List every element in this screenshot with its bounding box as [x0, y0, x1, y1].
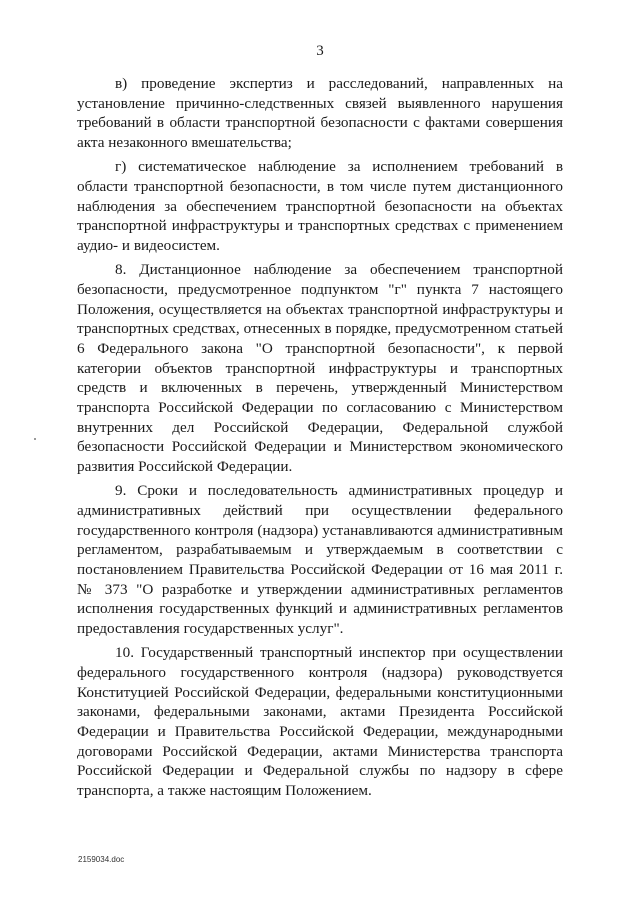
document-body	[77, 74, 563, 805]
page-number: 3	[316, 43, 324, 59]
paragraph-9: 9. Сроки и последовательность административных процедур и административных действий при осуществлении федерального государственного контроля (надзора) устанавливаются административным регламентом, разрабатываемым и утверждаемым в соответствии с постановлением Правительства Российской Федерации от 16 мая 2011 г. № 373 "О разработке и утверждении административных регламентов исполнения государственных функций и административных регламентов предоставления государственных услуг".	[77, 482, 563, 638]
paragraph-v: в) проведение экспертиз и расследований, направленных на установление причинно-следственных связей выявленного нарушения требований в области транспортной безопасности с фактами совершения акта незаконного вмешательства;	[77, 75, 563, 152]
footer-filename: 2159034.doc	[78, 855, 125, 864]
scan-speck	[34, 438, 36, 440]
paragraph-g: г) систематическое наблюдение за исполнением требований в области транспортной безопасности, в том числе путем дистанционного наблюдения за обеспечением транспортной безопасности на объектах транспортной инфраструктуры и транспортных средствах с применением аудио- и видеосистем.	[77, 158, 563, 255]
paragraph-8: 8. Дистанционное наблюдение за обеспечением транспортной безопасности, предусмотренное подпунктом "г" пункта 7 настоящего Положения, осуществляется на объектах транспортной инфраструктуры и транспортных средствах, отнесенных в порядке, предусмотренном статьей 6 Федерального закона "О транспортной безопасности", к первой категории объектов транспортной инфраструктуры и транспортных средств и включенных в перечень, утвержденный Министерством транспорта Российской Федерации по согласованию с Министерством внутренних дел Российской Федерации, Федеральной службой безопасности Российской Федерации и Министерством экономического развития Российской Федерации.	[77, 261, 563, 476]
paragraph-10: 10. Государственный транспортный инспектор при осуществлении федерального государственного контроля (надзора) руководствуется Конституцией Российской Федерации, федеральными конституционными законами, федеральными законами, актами Президента Российской Федерации и Правительства Российской Федерации, международными договорами Российской Федерации, актами Министерства транспорта Российской Федерации и Федеральной службы по надзору в сфере транспорта, а также настоящим Положением.	[77, 644, 563, 800]
